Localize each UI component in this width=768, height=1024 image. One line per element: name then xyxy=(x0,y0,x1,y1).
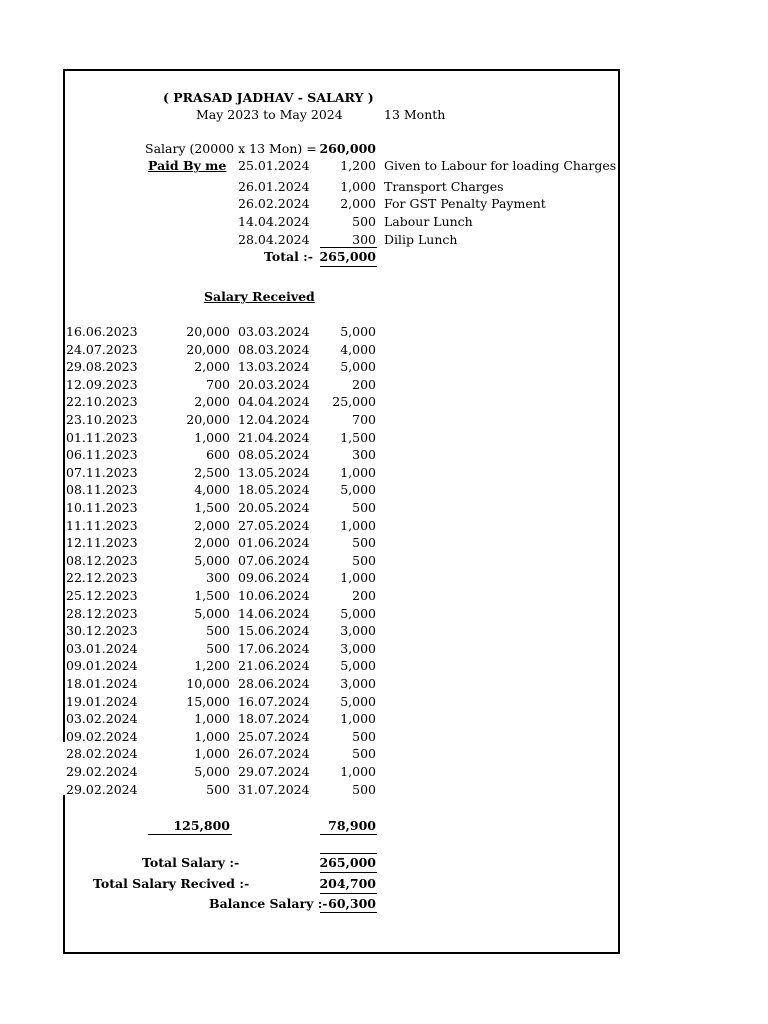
received-left-amount: 300 xyxy=(206,570,230,586)
total-received-rule xyxy=(320,893,377,894)
received-right-amount: 5,000 xyxy=(340,658,376,674)
received-right-date: 20.05.2024 xyxy=(238,500,310,515)
received-left-date: 10.11.2023 xyxy=(66,500,138,515)
received-right-date: 16.07.2024 xyxy=(238,693,310,709)
received-right-amount: 5,000 xyxy=(340,324,376,339)
received-right-amount: 700 xyxy=(352,412,376,427)
received-right-date: 08.05.2024 xyxy=(238,447,310,463)
received-left-amount: 500 xyxy=(206,781,230,797)
received-right-date: 10.06.2024 xyxy=(238,588,310,603)
received-left-date: 19.01.2024 xyxy=(66,693,138,709)
received-left-date: 29.02.2024 xyxy=(66,764,138,779)
received-right-amount: 4,000 xyxy=(340,341,376,357)
received-left-date: 12.11.2023 xyxy=(66,535,138,551)
right-column-sum: 78,900 xyxy=(328,818,376,833)
received-right-date: 08.03.2024 xyxy=(238,341,310,357)
total-salary-label: Total Salary :- xyxy=(142,855,240,870)
right-sum-rule xyxy=(320,834,377,835)
received-left-date: 30.12.2023 xyxy=(66,623,138,639)
received-left-amount: 700 xyxy=(206,376,230,392)
total-salary-amount: 265,000 xyxy=(319,855,376,870)
received-right-amount: 25,000 xyxy=(332,394,376,410)
received-left-amount: 1,000 xyxy=(194,746,230,762)
received-left-amount: 15,000 xyxy=(186,693,230,709)
received-right-date: 31.07.2024 xyxy=(238,781,310,797)
received-right-date: 07.06.2024 xyxy=(238,552,310,568)
received-left-amount: 2,000 xyxy=(194,517,230,533)
received-left-date: 01.11.2023 xyxy=(66,429,138,445)
received-right-amount: 5,000 xyxy=(340,605,376,621)
paid-date: 26.01.2024 xyxy=(238,179,310,194)
paid-by-me-label: Paid By me xyxy=(148,158,227,173)
balance-salary-amount: 60,300 xyxy=(328,896,376,911)
received-right-date: 20.03.2024 xyxy=(238,376,310,392)
frame-border-bottom xyxy=(63,952,620,954)
received-right-date: 04.04.2024 xyxy=(238,394,310,410)
frame-border-right xyxy=(618,69,620,954)
received-left-amount: 1,500 xyxy=(194,500,230,515)
received-right-amount: 200 xyxy=(352,588,376,603)
received-right-date: 13.03.2024 xyxy=(238,359,310,375)
paid-amount: 300 xyxy=(352,232,376,247)
received-right-date: 18.05.2024 xyxy=(238,482,310,498)
paid-description: Given to Labour for loading Charges xyxy=(384,158,617,173)
received-right-date: 26.07.2024 xyxy=(238,746,310,762)
received-right-date: 21.04.2024 xyxy=(238,429,310,445)
received-left-date: 25.12.2023 xyxy=(66,588,138,603)
received-left-amount: 2,000 xyxy=(194,359,230,375)
received-right-amount: 5,000 xyxy=(340,359,376,375)
received-right-amount: 1,000 xyxy=(340,570,376,586)
received-left-amount: 1,000 xyxy=(194,711,230,727)
received-left-date: 28.02.2024 xyxy=(66,746,138,762)
balance-salary-label: Balance Salary :- xyxy=(209,896,328,911)
sheet-title: ( PRASAD JADHAV - SALARY ) xyxy=(163,90,374,105)
frame-border-left-lower xyxy=(63,795,65,954)
received-right-date: 29.07.2024 xyxy=(238,764,310,779)
received-right-amount: 1,000 xyxy=(340,764,376,779)
paid-total-rule-bottom xyxy=(320,266,377,267)
received-left-amount: 20,000 xyxy=(186,341,230,357)
total-salary-rule-bottom xyxy=(320,872,377,873)
received-left-date: 06.11.2023 xyxy=(66,447,138,463)
frame-border-left xyxy=(63,69,65,742)
received-left-date: 03.02.2024 xyxy=(66,711,138,727)
received-left-date: 08.11.2023 xyxy=(66,482,138,498)
received-left-amount: 5,000 xyxy=(194,552,230,568)
received-left-date: 24.07.2023 xyxy=(66,341,138,357)
received-left-amount: 500 xyxy=(206,623,230,639)
paid-date: 28.04.2024 xyxy=(238,232,310,247)
paid-total-rule-top xyxy=(320,247,377,248)
received-left-amount: 1,500 xyxy=(194,588,230,603)
received-right-date: 18.07.2024 xyxy=(238,711,310,727)
paid-date: 25.01.2024 xyxy=(238,158,310,173)
received-right-date: 12.04.2024 xyxy=(238,412,310,427)
received-left-date: 03.01.2024 xyxy=(66,640,138,656)
received-left-date: 22.10.2023 xyxy=(66,394,138,410)
received-left-amount: 4,000 xyxy=(194,482,230,498)
received-left-date: 22.12.2023 xyxy=(66,570,138,586)
received-left-date: 07.11.2023 xyxy=(66,464,138,480)
received-right-amount: 1,000 xyxy=(340,711,376,727)
paid-description: Labour Lunch xyxy=(384,214,473,229)
total-received-label: Total Salary Recived :- xyxy=(93,876,250,891)
received-right-date: 01.06.2024 xyxy=(238,535,310,551)
received-right-amount: 5,000 xyxy=(340,693,376,709)
received-right-date: 25.07.2024 xyxy=(238,728,310,744)
paid-description: Dilip Lunch xyxy=(384,232,458,247)
received-left-date: 29.08.2023 xyxy=(66,359,138,375)
received-right-date: 27.05.2024 xyxy=(238,517,310,533)
received-left-amount: 1,200 xyxy=(194,658,230,674)
received-right-date: 03.03.2024 xyxy=(238,324,310,339)
paid-amount: 500 xyxy=(352,214,376,229)
total-received-amount: 204,700 xyxy=(319,876,376,891)
received-left-date: 08.12.2023 xyxy=(66,552,138,568)
received-left-amount: 5,000 xyxy=(194,605,230,621)
received-right-amount: 5,000 xyxy=(340,482,376,498)
received-right-amount: 500 xyxy=(352,535,376,551)
left-sum-rule xyxy=(148,834,232,835)
received-left-date: 18.01.2024 xyxy=(66,676,138,691)
received-left-amount: 2,500 xyxy=(194,464,230,480)
received-left-amount: 600 xyxy=(206,447,230,463)
received-left-date: 16.06.2023 xyxy=(66,324,138,339)
received-left-date: 09.01.2024 xyxy=(66,658,138,674)
received-left-amount: 20,000 xyxy=(186,324,230,339)
sheet-period: May 2023 to May 2024 xyxy=(196,107,343,122)
received-left-amount: 1,000 xyxy=(194,429,230,445)
received-right-amount: 3,000 xyxy=(340,623,376,639)
received-left-date: 12.09.2023 xyxy=(66,376,138,392)
received-right-amount: 200 xyxy=(352,376,376,392)
received-left-date: 28.12.2023 xyxy=(66,605,138,621)
received-left-amount: 10,000 xyxy=(186,676,230,691)
received-left-date: 29.02.2024 xyxy=(66,781,138,797)
frame-border-top xyxy=(63,69,620,71)
received-right-amount: 500 xyxy=(352,746,376,762)
received-left-amount: 2,000 xyxy=(194,535,230,551)
received-right-amount: 1,000 xyxy=(340,464,376,480)
paid-description: Transport Charges xyxy=(384,179,504,194)
received-left-amount: 1,000 xyxy=(194,728,230,744)
paid-amount: 1,200 xyxy=(340,158,376,173)
salary-formula-label: Salary (20000 x 13 Mon) = xyxy=(145,141,317,156)
left-column-sum: 125,800 xyxy=(173,818,230,833)
received-right-date: 21.06.2024 xyxy=(238,658,310,674)
received-right-amount: 1,000 xyxy=(340,517,376,533)
received-right-date: 15.06.2024 xyxy=(238,623,310,639)
received-left-amount: 500 xyxy=(206,640,230,656)
balance-salary-rule xyxy=(320,912,377,913)
salary-formula-amount: 260,000 xyxy=(319,141,376,156)
paid-total-label: Total :- xyxy=(264,249,313,264)
received-right-amount: 3,000 xyxy=(340,640,376,656)
received-left-date: 11.11.2023 xyxy=(66,517,138,533)
paid-amount: 2,000 xyxy=(340,196,376,211)
received-left-date: 23.10.2023 xyxy=(66,412,138,427)
received-right-amount: 500 xyxy=(352,781,376,797)
received-left-date: 09.02.2024 xyxy=(66,728,138,744)
received-right-amount: 300 xyxy=(352,447,376,463)
paid-total-amount: 265,000 xyxy=(319,249,376,264)
received-right-date: 28.06.2024 xyxy=(238,676,310,691)
paid-amount: 1,000 xyxy=(340,179,376,194)
paid-description: For GST Penalty Payment xyxy=(384,196,546,211)
received-right-date: 17.06.2024 xyxy=(238,640,310,656)
received-left-amount: 20,000 xyxy=(186,412,230,427)
total-salary-rule-top xyxy=(320,853,377,854)
received-right-amount: 500 xyxy=(352,728,376,744)
salary-received-heading: Salary Received xyxy=(204,289,315,304)
received-right-date: 13.05.2024 xyxy=(238,464,310,480)
received-left-amount: 2,000 xyxy=(194,394,230,410)
received-right-date: 14.06.2024 xyxy=(238,605,310,621)
received-right-amount: 1,500 xyxy=(340,429,376,445)
received-right-amount: 3,000 xyxy=(340,676,376,691)
paid-date: 14.04.2024 xyxy=(238,214,310,229)
received-right-amount: 500 xyxy=(352,552,376,568)
paid-date: 26.02.2024 xyxy=(238,196,310,211)
received-left-amount: 5,000 xyxy=(194,764,230,779)
sheet-months: 13 Month xyxy=(384,107,446,122)
received-right-amount: 500 xyxy=(352,500,376,515)
received-right-date: 09.06.2024 xyxy=(238,570,310,586)
